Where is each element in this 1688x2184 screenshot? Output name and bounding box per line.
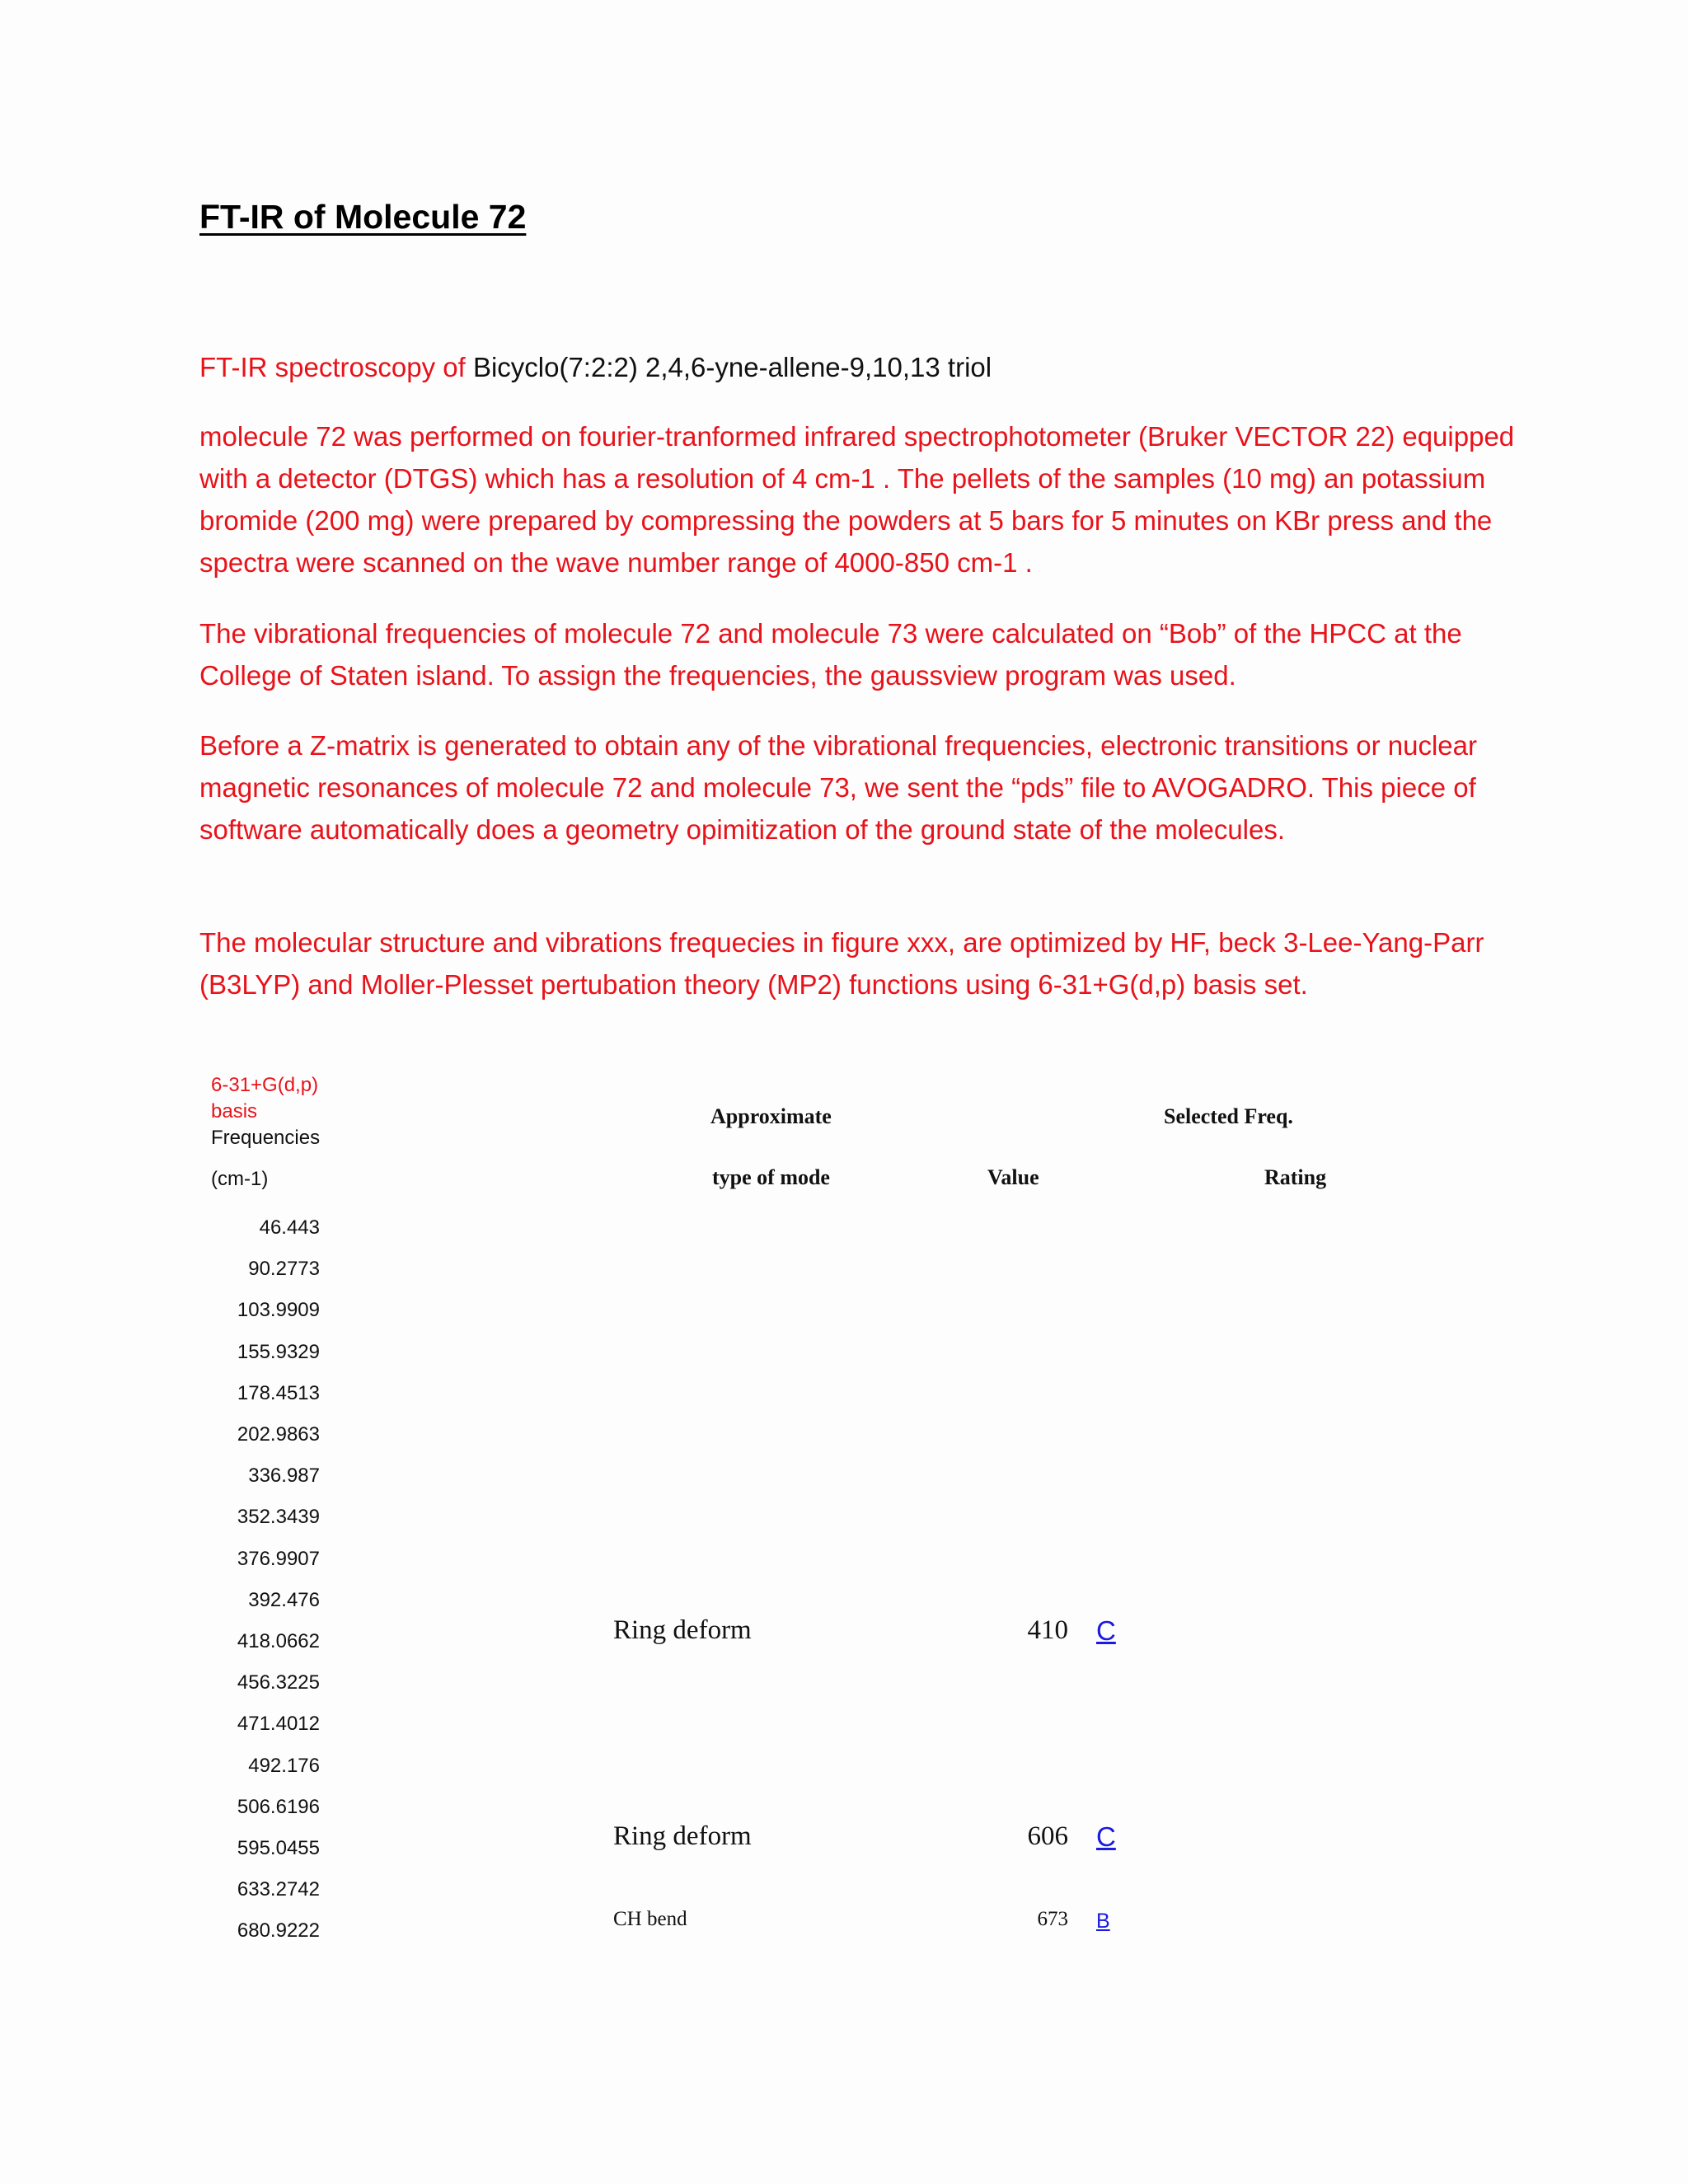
- frequency-value: 202.9863: [237, 1423, 320, 1446]
- table-head-value: Value: [987, 1165, 1039, 1189]
- table-col1-unit: (cm-1): [211, 1168, 269, 1190]
- frequency-value: 680.9222: [237, 1919, 320, 1943]
- table-col1-basis: basis: [211, 1100, 258, 1122]
- table-col1-frequencies: Frequencies: [211, 1127, 321, 1149]
- table-head-type-of-mode: type of mode: [712, 1165, 830, 1189]
- assigned-mode: CH bend: [613, 1908, 687, 1930]
- frequency-value: 392.476: [248, 1588, 320, 1611]
- frequency-value: 336.987: [248, 1465, 320, 1488]
- intro-red-prefix: FT-IR spectroscopy of: [199, 352, 473, 382]
- frequency-value: 506.6196: [237, 1795, 320, 1818]
- table-head-rating: Rating: [1264, 1165, 1327, 1189]
- paragraph-calculation: The vibrational frequencies of molecule 72 and molecule 73 were calculated on “Bob” of the HPCC at the College of Staten island. To assign the frequencies, the gaussview program was used.: [199, 618, 1462, 691]
- frequency-value: 46.443: [259, 1216, 320, 1239]
- intro-line: [199, 346, 1518, 388]
- rating-link[interactable]: C: [1096, 1821, 1116, 1852]
- frequency-value: 418.0662: [237, 1630, 320, 1652]
- molecule-name: Bicyclo(7:2:2) 2,4,6-yne-allene-9,10,13 triol: [472, 352, 992, 382]
- table-head-selected-freq: Selected Freq.: [1164, 1104, 1293, 1128]
- frequency-value: 352.3439: [237, 1506, 320, 1529]
- page-title: FT-IR of Molecule 72: [199, 198, 527, 236]
- frequency-value: 376.9907: [237, 1547, 320, 1570]
- table-col1-basis-set: 6-31+G(d,p): [211, 1074, 319, 1096]
- assigned-mode: Ring deform: [613, 1615, 752, 1645]
- rating-link[interactable]: B: [1096, 1910, 1110, 1933]
- paragraph-zmatrix: Before a Z-matrix is generated to obtain any of the vibrational frequencies, electronic transitions or nuclear magnetic resonances of molecule 72 and molecule 73, we sent the “pds” file to AVOGADRO. This piece of software automatically does a geometry opimitization of the ground state of the molecules.: [199, 730, 1477, 845]
- frequency-value: 456.3225: [237, 1671, 320, 1694]
- frequency-value: 178.4513: [237, 1381, 320, 1404]
- frequency-value: 471.4012: [237, 1713, 320, 1736]
- paragraph-method: molecule 72 was performed on fourier-tranformed infrared spectrophotometer (Bruker VECTOR 22) equipped with a detector (DTGS) which has a resolution of 4 cm-1 . The pellets of the samples (10 mg) an potassium bromide (200 mg) were prepared by compressing the powders at 5 bars for 5 minutes on KBr press and the spectra were scanned on the wave number range of 4000-850 cm-1 .: [199, 421, 1515, 578]
- frequency-value: 103.9909: [237, 1299, 320, 1322]
- rating-link[interactable]: C: [1096, 1615, 1116, 1646]
- assigned-value: 606: [1027, 1821, 1068, 1851]
- assigned-value: 410: [1027, 1615, 1068, 1645]
- assigned-value: 673: [1037, 1908, 1068, 1930]
- frequency-value: 155.9329: [237, 1340, 320, 1363]
- frequency-value: 492.176: [248, 1754, 320, 1777]
- table-head-approximate: Approximate: [710, 1104, 832, 1128]
- frequency-value: 595.0455: [237, 1837, 320, 1859]
- paragraph-optimization: The molecular structure and vibrations frequecies in figure xxx, are optimized by HF, beck 3-Lee-Yang-Parr (B3LYP) and Moller-Plesset pertubation theory (MP2) functions using 6-31+G(d,p) basis set.: [199, 927, 1484, 1000]
- assigned-mode: Ring deform: [613, 1821, 752, 1851]
- frequency-value: 633.2742: [237, 1878, 320, 1901]
- frequency-value: 90.2773: [248, 1258, 320, 1281]
